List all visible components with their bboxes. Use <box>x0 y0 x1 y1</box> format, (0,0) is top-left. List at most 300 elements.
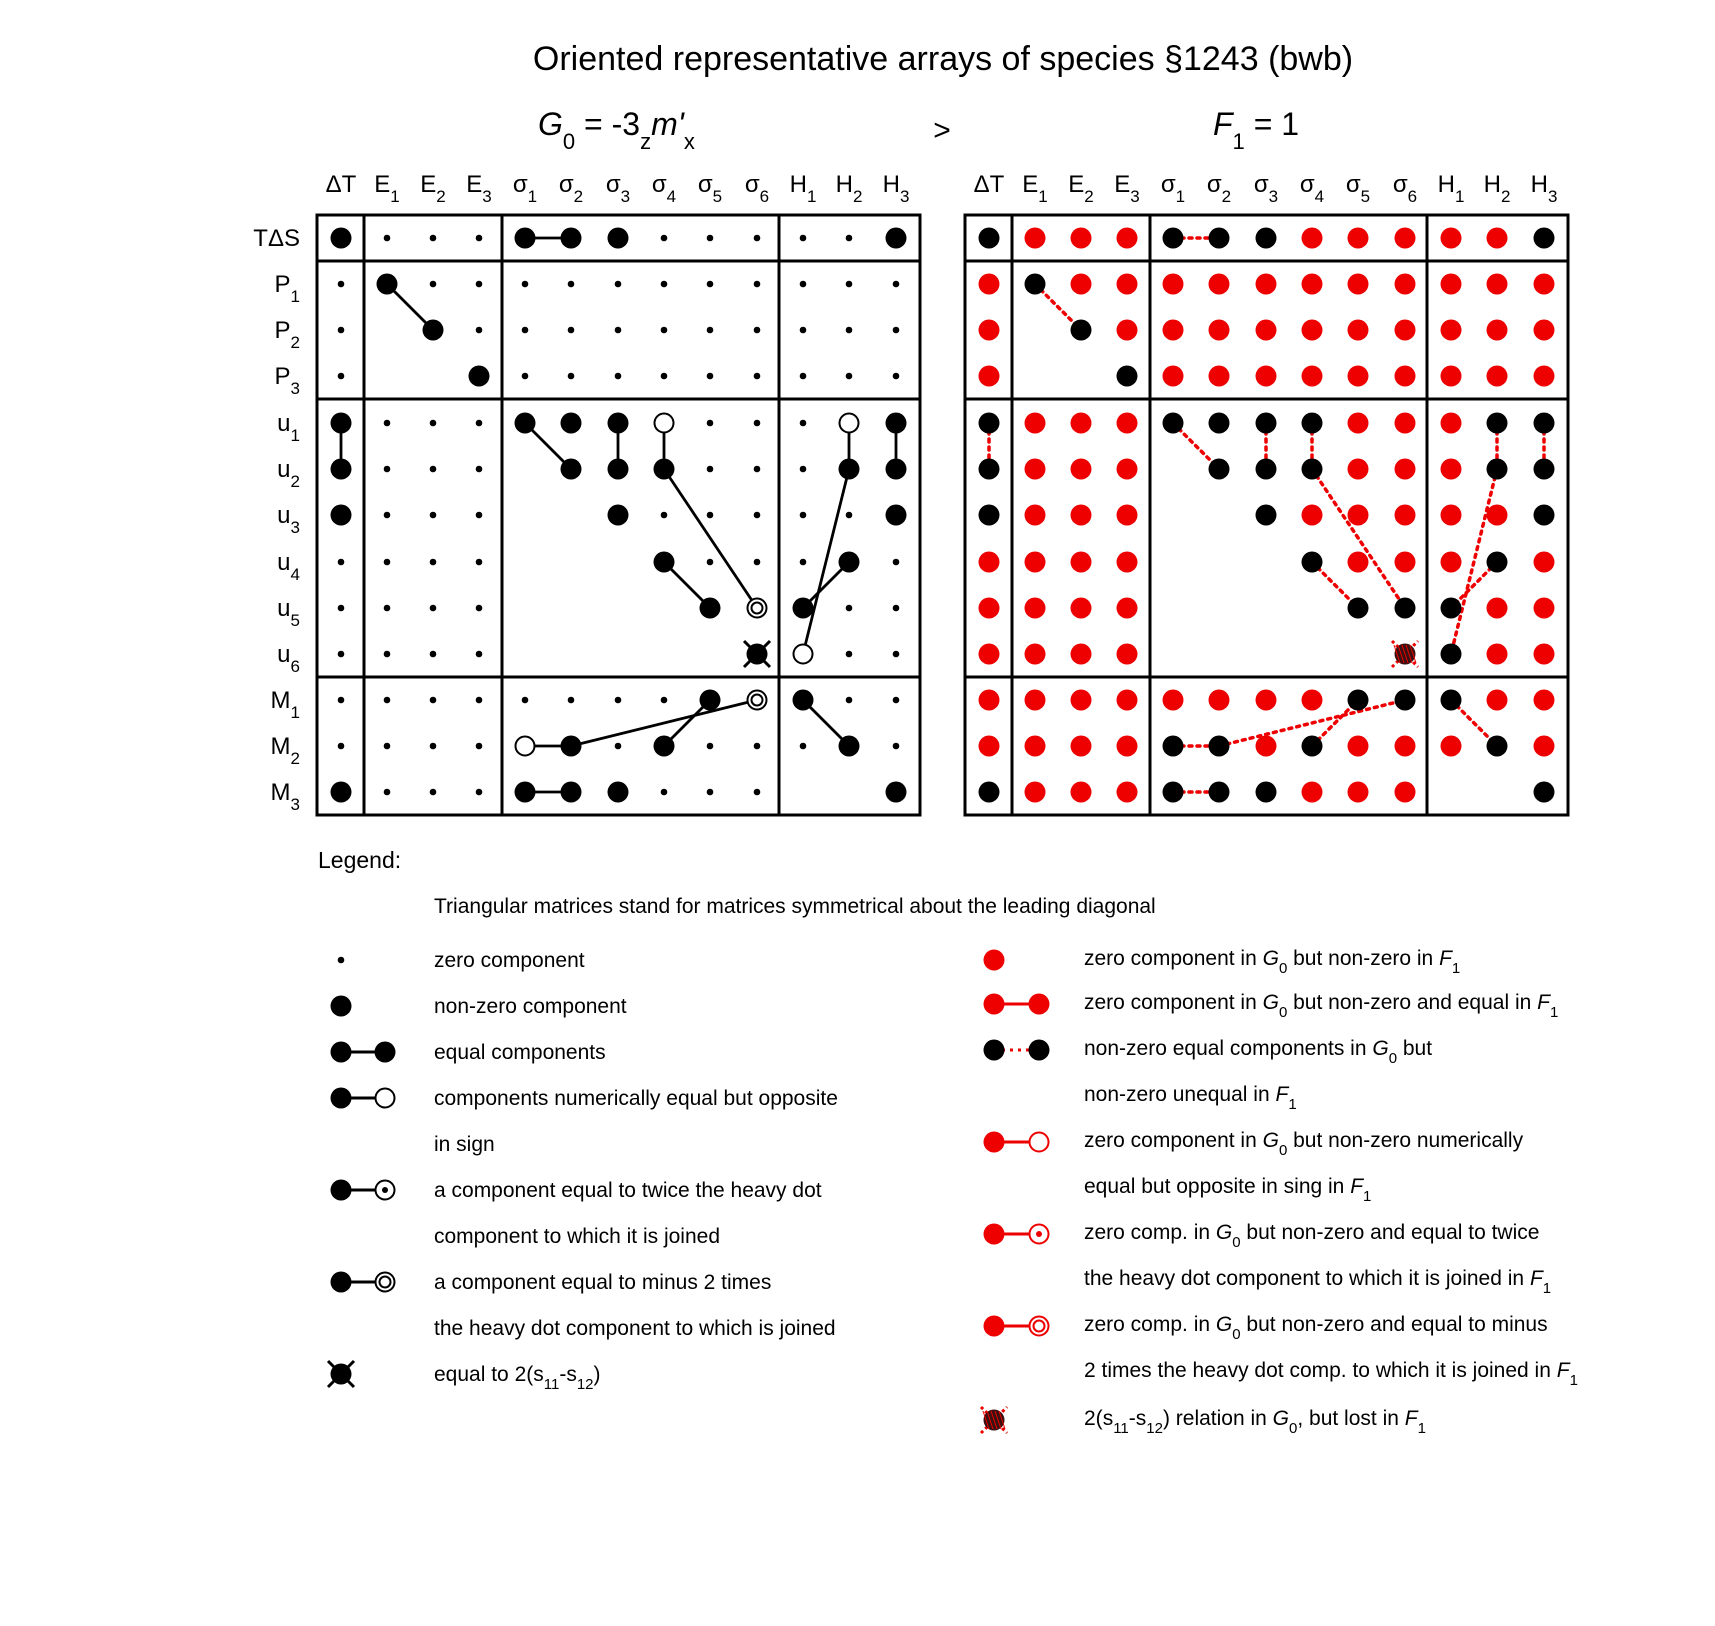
red-component-dot <box>1025 598 1046 619</box>
legend-text-line: the heavy dot component to which is joined <box>434 1317 836 1340</box>
red-component-dot <box>1071 228 1092 249</box>
zero-component-dot <box>338 327 345 334</box>
column-label-H1: $H_1$ <box>789 171 817 206</box>
red-component-dot <box>1302 366 1323 387</box>
zero-component-dot <box>384 235 391 242</box>
red-component-dot <box>1487 320 1508 341</box>
legend-text-line: zero component <box>434 949 585 972</box>
crossed-dot <box>744 641 770 667</box>
zero-component-dot <box>707 559 714 566</box>
red-component-dot <box>1256 366 1277 387</box>
zero-component-dot <box>568 327 575 334</box>
nonzero-component-dot <box>1441 644 1462 665</box>
nonzero-component-dot <box>608 782 629 803</box>
row-label-M3: $M_3$ <box>270 779 300 814</box>
red-component-dot <box>1487 644 1508 665</box>
opposite-sign-circle <box>655 414 674 433</box>
zero-component-dot <box>893 373 900 380</box>
zero-component-dot <box>384 420 391 427</box>
red-component-dot <box>1117 320 1138 341</box>
nonzero-component-dot <box>839 736 860 757</box>
red-component-dot <box>1117 274 1138 295</box>
zero-component-dot <box>522 281 529 288</box>
nonzero-component-dot <box>561 736 582 757</box>
legend-text-line: zero comp. in $G_0$ but non-zero and equal to twice <box>1084 1221 1540 1251</box>
zero-component-dot <box>430 697 437 704</box>
red-component-dot <box>1117 782 1138 803</box>
column-label-σ3: $\sigma_3$ <box>605 171 631 206</box>
row-label-u2: $u_2$ <box>277 456 300 491</box>
zero-component-dot <box>893 559 900 566</box>
red-component-dot <box>1441 320 1462 341</box>
red-component-dot <box>1441 274 1462 295</box>
column-label-σ4: $\sigma_4$ <box>651 171 677 206</box>
red-component-dot <box>1117 413 1138 434</box>
red-component-dot <box>1302 274 1323 295</box>
zero-component-dot <box>338 559 345 566</box>
column-label-ΔT: ΔT <box>325 171 357 198</box>
legend-twice-pair <box>331 1180 395 1201</box>
row-label-P3: $P_3$ <box>274 363 300 398</box>
red-component-dot <box>1117 736 1138 757</box>
zero-component-dot <box>707 466 714 473</box>
zero-component-dot <box>661 373 668 380</box>
legend-zero-dot <box>338 957 345 964</box>
zero-component-dot <box>661 697 668 704</box>
zero-component-dot <box>754 420 761 427</box>
nonzero-component-dot <box>1302 736 1323 757</box>
row-label-P2: $P_2$ <box>274 317 300 352</box>
zero-component-dot <box>754 466 761 473</box>
legend-note: Triangular matrices stand for matrices symmetrical about the leading diagonal <box>434 895 1156 918</box>
nonzero-component-dot <box>515 413 536 434</box>
nonzero-component-dot <box>1256 459 1277 480</box>
legend-text-line: a component equal to minus 2 times <box>434 1271 772 1294</box>
pair-start-dot <box>331 1088 352 1109</box>
nonzero-component-dot <box>654 736 675 757</box>
zero-component-dot <box>384 512 391 519</box>
nonzero-component-dot <box>608 228 629 249</box>
zero-component-dot <box>800 281 807 288</box>
red-component-dot <box>1209 274 1230 295</box>
left-array-heading <box>538 106 695 154</box>
pair-end-open <box>1030 1133 1049 1152</box>
nonzero-component-dot <box>793 690 814 711</box>
red-component-dot <box>1025 552 1046 573</box>
red-component-dot <box>1256 690 1277 711</box>
red-component-dot <box>1487 505 1508 526</box>
nonzero-component-dot <box>515 228 536 249</box>
center-dot <box>382 1187 388 1193</box>
zero-component-dot <box>754 559 761 566</box>
red-component-dot <box>1348 413 1369 434</box>
zero-component-dot <box>846 512 853 519</box>
column-label-H3: $H_3$ <box>1530 171 1558 206</box>
red-component-dot <box>1071 459 1092 480</box>
nonzero-component-dot <box>1395 690 1416 711</box>
pair-end-twice <box>376 1181 395 1200</box>
nonzero-component-dot <box>331 505 352 526</box>
red-component-dot <box>1395 459 1416 480</box>
nonzero-component-dot <box>1302 413 1323 434</box>
red-component-dot <box>1071 598 1092 619</box>
zero-component-dot <box>338 373 345 380</box>
legend-text-line: $2(s_{11}-s_{12})$ relation in $G_0$, but lost in $F_1$ <box>1084 1407 1426 1437</box>
pair-start-dot <box>331 1042 352 1063</box>
zero-component-dot <box>893 697 900 704</box>
zero-component-dot <box>800 420 807 427</box>
legend-text-line: zero comp. in $G_0$ but non-zero and equal to minus <box>1084 1313 1548 1343</box>
nonzero-component-dot <box>331 413 352 434</box>
legend-right-column <box>981 947 1578 1437</box>
inner-ring <box>1034 1321 1045 1332</box>
comparison-sign: > <box>933 114 951 147</box>
pair-end-double <box>376 1273 395 1292</box>
legend-opposite-pair <box>331 1088 395 1109</box>
red-component-dot <box>1117 644 1138 665</box>
zero-component-dot <box>384 466 391 473</box>
red-component-dot <box>1534 690 1555 711</box>
red-component-dot <box>1348 228 1369 249</box>
pair-end-double <box>1030 1317 1049 1336</box>
nonzero-component-dot <box>1071 320 1092 341</box>
zero-component-dot <box>846 373 853 380</box>
red-component-dot <box>1534 320 1555 341</box>
zero-component-dot <box>800 466 807 473</box>
zero-component-dot <box>476 512 483 519</box>
red-component-dot <box>1395 413 1416 434</box>
relation-link <box>1312 469 1405 608</box>
red-component-dot <box>1025 644 1046 665</box>
cross-fill <box>747 644 768 665</box>
zero-component-dot <box>568 373 575 380</box>
legend-item-red-opposite <box>984 1129 1524 1205</box>
zero-component-dot <box>430 651 437 658</box>
red-component-dot <box>1071 782 1092 803</box>
pair-end-dot <box>1029 994 1050 1015</box>
zero-component-dot <box>615 327 622 334</box>
red-component-dot <box>1025 413 1046 434</box>
pair-start-dot <box>331 1272 352 1293</box>
legend-crossed-dot <box>328 1361 354 1387</box>
minus-two-times-circle <box>748 599 767 618</box>
zero-component-dot <box>800 327 807 334</box>
red-component-dot <box>1487 228 1508 249</box>
lost-relation-crossed-dot <box>1392 641 1418 667</box>
zero-component-dot <box>754 373 761 380</box>
pair-start-dot <box>984 1316 1005 1337</box>
zero-component-dot <box>754 743 761 750</box>
zero-component-dot <box>615 281 622 288</box>
zero-component-dot <box>430 743 437 750</box>
column-label-H2: $H_2$ <box>1483 171 1511 206</box>
nonzero-component-dot <box>1534 505 1555 526</box>
nonzero-component-dot <box>1163 228 1184 249</box>
zero-component-dot <box>846 235 853 242</box>
nonzero-component-dot <box>839 459 860 480</box>
zero-component-dot <box>384 789 391 796</box>
nonzero-component-dot <box>886 505 907 526</box>
red-component-dot <box>1487 598 1508 619</box>
red-component-dot <box>1441 505 1462 526</box>
zero-component-dot <box>384 651 391 658</box>
nonzero-component-dot <box>1302 459 1323 480</box>
zero-component-dot <box>384 697 391 704</box>
nonzero-component-dot <box>1487 413 1508 434</box>
nonzero-component-dot <box>1209 459 1230 480</box>
legend-text-line: non-zero equal components in $G_0$ but <box>1084 1037 1433 1067</box>
inner-ring <box>752 695 763 706</box>
zero-component-dot <box>476 789 483 796</box>
legend-red-twice-pair <box>984 1224 1049 1245</box>
red-component-dot <box>1071 644 1092 665</box>
left-array-g0 <box>253 171 920 815</box>
zero-component-dot <box>384 605 391 612</box>
left-heading-text: $G_0 = -3_zm'_x$ <box>538 106 695 154</box>
red-component-dot <box>1025 505 1046 526</box>
inner-ring <box>380 1277 391 1288</box>
zero-component-dot <box>661 789 668 796</box>
legend-text-line: the heavy dot component to which it is joined in $F_1$ <box>1084 1267 1552 1297</box>
zero-component-dot <box>615 743 622 750</box>
legend-text-line: 2 times the heavy dot comp. to which it is joined in $F_1$ <box>1084 1359 1578 1389</box>
zero-component-dot <box>754 327 761 334</box>
column-label-σ6: $\sigma_6$ <box>1392 171 1418 206</box>
red-component-dot <box>1302 690 1323 711</box>
zero-component-dot <box>430 512 437 519</box>
nonzero-component-dot <box>1302 552 1323 573</box>
zero-component-dot <box>430 605 437 612</box>
zero-component-dot <box>338 605 345 612</box>
red-component-dot <box>1395 782 1416 803</box>
legend-text-line: zero component in $G_0$ but non-zero and equal in $F_1$ <box>1084 991 1559 1021</box>
zero-component-dot <box>661 327 668 334</box>
red-component-dot <box>1025 459 1046 480</box>
column-label-E3: $E_3$ <box>466 171 492 206</box>
legend-text-line: zero component in $G_0$ but non-zero in $F_1$ <box>1084 947 1461 977</box>
nonzero-component-dot <box>700 598 721 619</box>
nonzero-component-dot <box>979 459 1000 480</box>
red-component-dot <box>1117 228 1138 249</box>
red-component-dot <box>1348 736 1369 757</box>
zero-component-dot <box>338 281 345 288</box>
legend-text-line: zero component in $G_0$ but non-zero numerically <box>1084 1129 1524 1159</box>
red-component-dot <box>1395 505 1416 526</box>
nonzero-component-dot <box>331 782 352 803</box>
zero-component-dot <box>800 512 807 519</box>
pair-end-twice <box>1030 1225 1049 1244</box>
legend-text-line: equal to $2(s_{11}-s_{12})$ <box>434 1363 601 1393</box>
red-component-dot <box>1348 505 1369 526</box>
red-component-dot <box>1441 736 1462 757</box>
red-component-dot <box>1302 782 1323 803</box>
red-component-dot <box>1025 736 1046 757</box>
nonzero-component-dot <box>1163 413 1184 434</box>
red-component-dot <box>1441 459 1462 480</box>
red-component-dot <box>1395 274 1416 295</box>
legend-text-line: non-zero unequal in $F_1$ <box>1084 1083 1297 1113</box>
row-label-P1: $P_1$ <box>274 271 300 306</box>
nonzero-component-dot <box>886 413 907 434</box>
legend-equal-pair <box>331 1042 396 1063</box>
nonzero-component-dot <box>377 274 398 295</box>
red-component-dot <box>1117 552 1138 573</box>
nonzero-component-dot <box>886 782 907 803</box>
zero-component-dot <box>893 281 900 288</box>
nonzero-component-dot <box>1163 736 1184 757</box>
column-label-σ5: $\sigma_5$ <box>1345 171 1371 206</box>
column-label-σ1: $\sigma_1$ <box>1160 171 1186 206</box>
zero-component-dot <box>338 651 345 658</box>
zero-component-dot <box>568 697 575 704</box>
row-label-M2: $M_2$ <box>270 733 300 768</box>
zero-component-dot <box>893 327 900 334</box>
red-component-dot <box>1025 690 1046 711</box>
pair-end-open <box>376 1089 395 1108</box>
row-label-u6: $u_6$ <box>277 641 300 676</box>
red-component-dot <box>1348 320 1369 341</box>
red-component-dot <box>979 736 1000 757</box>
red-component-dot <box>1302 505 1323 526</box>
red-component-dot <box>1025 228 1046 249</box>
red-component-dot <box>1534 736 1555 757</box>
nonzero-component-dot <box>561 228 582 249</box>
legend-red-opposite-pair <box>984 1132 1049 1153</box>
zero-component-dot <box>615 373 622 380</box>
nonzero-component-dot <box>886 228 907 249</box>
zero-component-dot <box>476 559 483 566</box>
column-label-H1: $H_1$ <box>1437 171 1465 206</box>
legend-red-dot <box>984 950 1005 971</box>
pair-start-dot <box>331 1180 352 1201</box>
zero-component-dot <box>707 281 714 288</box>
red-component-dot <box>1395 552 1416 573</box>
column-label-E3: $E_3$ <box>1114 171 1140 206</box>
column-label-E2: $E_2$ <box>1068 171 1094 206</box>
column-label-σ2: $\sigma_2$ <box>1206 171 1232 206</box>
zero-component-dot <box>846 697 853 704</box>
nonzero-component-dot <box>886 459 907 480</box>
nonzero-component-dot <box>979 413 1000 434</box>
zero-component-dot <box>430 559 437 566</box>
zero-component-dot <box>800 559 807 566</box>
red-component-dot <box>1441 228 1462 249</box>
red-component-dot <box>1209 320 1230 341</box>
red-component-dot <box>1163 690 1184 711</box>
nonzero-component-dot <box>608 459 629 480</box>
zero-component-dot <box>661 281 668 288</box>
zero-component-dot <box>707 789 714 796</box>
pair-start-dot <box>984 1224 1005 1245</box>
row-label-M1: $M_1$ <box>270 687 300 722</box>
red-component-dot <box>1395 228 1416 249</box>
zero-component-dot <box>846 651 853 658</box>
nonzero-component-dot <box>608 413 629 434</box>
column-label-ΔT: ΔT <box>973 171 1005 198</box>
column-label-σ3: $\sigma_3$ <box>1253 171 1279 206</box>
red-component-dot <box>1534 366 1555 387</box>
nonzero-component-dot <box>1534 459 1555 480</box>
red-component-dot <box>1487 690 1508 711</box>
nonzero-component-dot <box>331 459 352 480</box>
row-label-u1: $u_1$ <box>277 410 300 445</box>
nonzero-component-dot <box>561 413 582 434</box>
nonzero-component-dot <box>561 782 582 803</box>
legend-item-twice-pair <box>331 1179 822 1248</box>
nonzero-component-dot <box>1348 690 1369 711</box>
legend-left-column <box>328 949 838 1393</box>
legend-text-line: component to which it is joined <box>434 1225 720 1248</box>
red-component-dot <box>1348 552 1369 573</box>
zero-component-dot <box>430 235 437 242</box>
zero-component-dot <box>615 697 622 704</box>
column-label-σ4: $\sigma_4$ <box>1299 171 1325 206</box>
red-component-dot <box>979 690 1000 711</box>
zero-component-dot <box>846 327 853 334</box>
zero-component-dot <box>661 512 668 519</box>
red-component-dot <box>1487 366 1508 387</box>
red-component-dot <box>1348 459 1369 480</box>
red-component-dot <box>979 598 1000 619</box>
red-component-dot <box>979 366 1000 387</box>
zero-component-dot <box>800 235 807 242</box>
zero-component-dot <box>707 420 714 427</box>
nonzero-component-dot <box>469 366 490 387</box>
zero-component-dot <box>754 512 761 519</box>
red-component-dot <box>1534 598 1555 619</box>
nonzero-component-dot <box>1256 413 1277 434</box>
column-label-E1: $E_1$ <box>374 171 400 206</box>
nonzero-component-dot <box>515 782 536 803</box>
zero-component-dot <box>338 743 345 750</box>
legend-text-line: a component equal to twice the heavy dot <box>434 1179 822 1202</box>
legend-item-heavy-dot <box>331 995 627 1018</box>
legend-text-line: components numerically equal but opposite <box>434 1087 838 1110</box>
opposite-sign-circle <box>840 414 859 433</box>
red-component-dot <box>1441 366 1462 387</box>
red-component-dot <box>1487 274 1508 295</box>
nonzero-component-dot <box>608 505 629 526</box>
legend-text-line: equal components <box>434 1041 606 1064</box>
legend-item-dotted-pair <box>984 1037 1433 1113</box>
red-component-dot <box>1071 413 1092 434</box>
red-component-dot <box>1534 274 1555 295</box>
zero-component-dot <box>476 420 483 427</box>
column-label-E2: $E_2$ <box>420 171 446 206</box>
zero-component-dot <box>476 281 483 288</box>
pair-end-dot <box>375 1042 396 1063</box>
legend-heavy-dot <box>331 996 352 1017</box>
zero-component-dot <box>430 420 437 427</box>
nonzero-component-dot <box>700 690 721 711</box>
nonzero-component-dot <box>1209 413 1230 434</box>
nonzero-component-dot <box>1025 274 1046 295</box>
red-component-dot <box>1395 366 1416 387</box>
red-component-dot <box>1348 366 1369 387</box>
zero-component-dot <box>568 281 575 288</box>
red-component-dot <box>1348 274 1369 295</box>
legend-text-line: equal but opposite in sing in $F_1$ <box>1084 1175 1372 1205</box>
nonzero-component-dot <box>1487 552 1508 573</box>
zero-component-dot <box>522 373 529 380</box>
zero-component-dot <box>476 466 483 473</box>
red-component-dot <box>1071 736 1092 757</box>
figure-title: Oriented representative arrays of species §1243 (bwb) <box>532 40 1354 78</box>
row-label-TΔS: TΔS <box>253 225 300 252</box>
zero-component-dot <box>661 235 668 242</box>
legend-dotted-pair <box>984 1040 1050 1061</box>
red-component-dot <box>1025 782 1046 803</box>
